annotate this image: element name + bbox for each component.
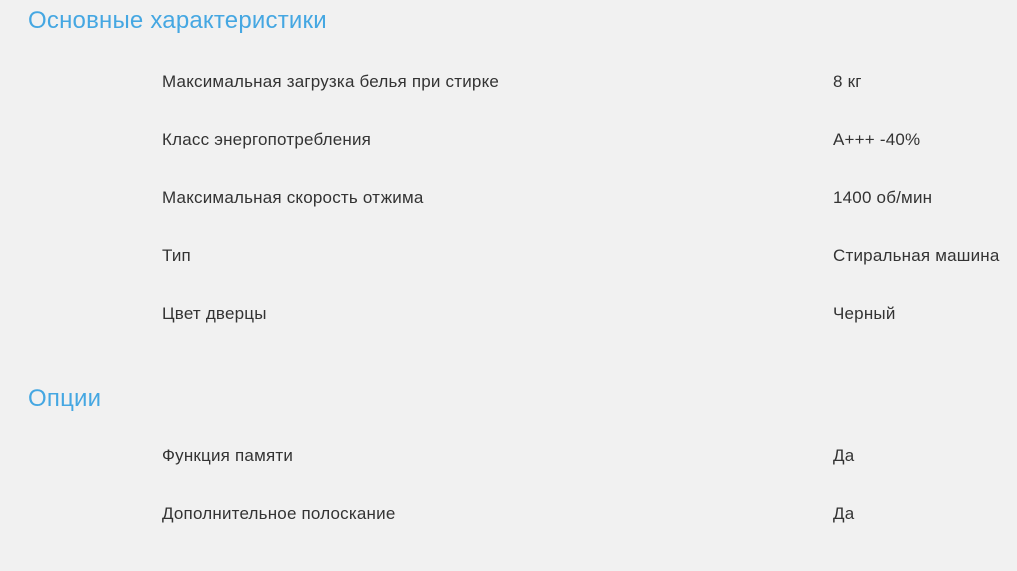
spec-value: Да (833, 504, 855, 523)
spec-row-spin-speed (0, 169, 1017, 227)
spec-row-memory-function (0, 427, 1017, 485)
spec-value: Да (833, 446, 855, 465)
spec-value: A+++ -40% (833, 130, 921, 149)
spec-label: Цвет дверцы (162, 304, 267, 323)
options-rows (0, 427, 1017, 543)
spec-label: Функция памяти (162, 446, 294, 465)
spec-label: Максимальная скорость отжима (162, 188, 424, 207)
spec-value: 8 кг (833, 72, 862, 91)
main-characteristics-rows (0, 53, 1017, 343)
section-title-options: Опции (28, 385, 102, 412)
spec-value: Черный (833, 304, 896, 323)
spec-row-type (0, 227, 1017, 285)
section-title-main-characteristics: Основные характеристики (28, 7, 327, 34)
spec-label: Тип (162, 246, 191, 265)
spec-row-extra-rinse (0, 485, 1017, 543)
spec-row-energy-class (0, 111, 1017, 169)
spec-label: Класс энергопотребления (162, 130, 372, 149)
spec-label: Дополнительное полоскание (162, 504, 396, 523)
spec-label: Максимальная загрузка белья при стирке (162, 72, 500, 91)
spec-row-door-color (0, 285, 1017, 343)
spec-value: 1400 об/мин (833, 188, 933, 207)
spec-value: Стиральная машина (833, 246, 1000, 265)
spec-row-max-load (0, 53, 1017, 111)
